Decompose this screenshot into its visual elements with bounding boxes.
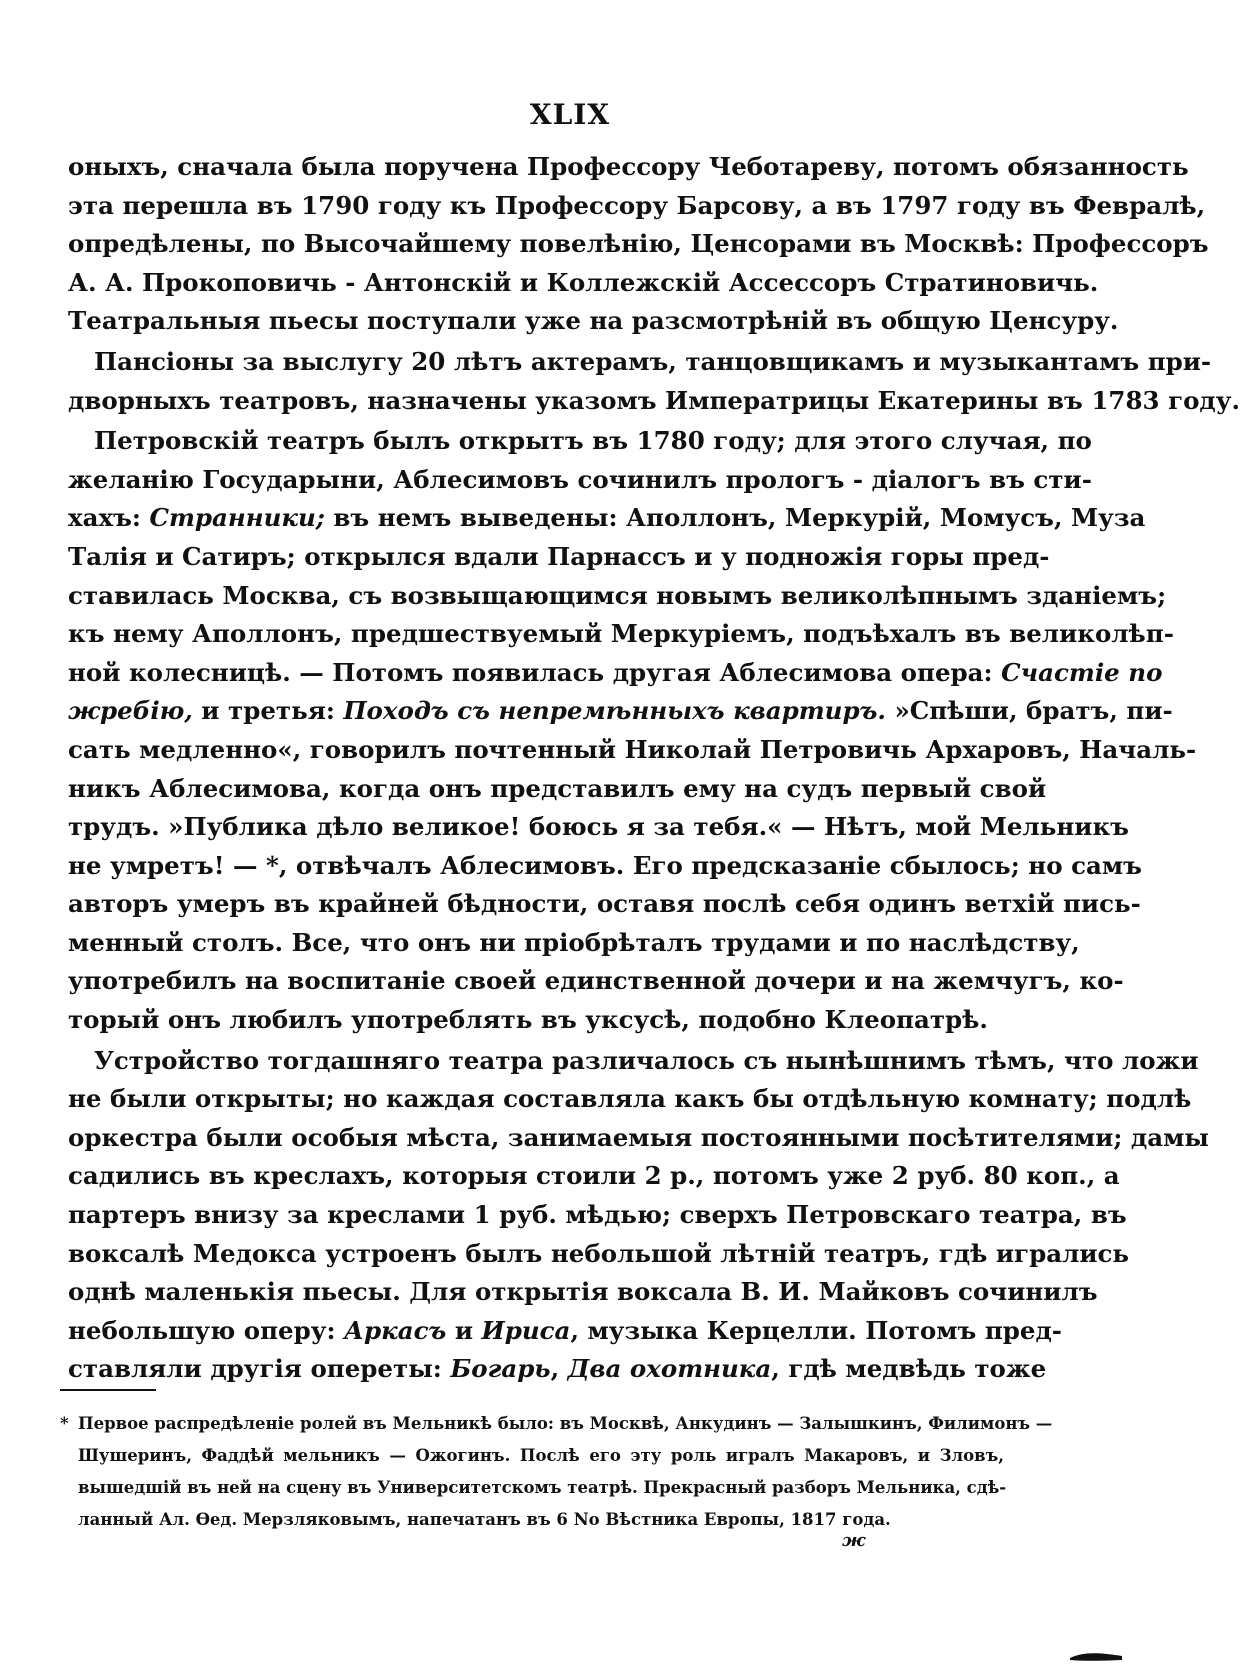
text-span: , гдѣ медвѣдь тоже: [771, 1354, 1047, 1384]
text-line: [68, 499, 1146, 538]
italic-title-pokhod: Походъ съ непремѣнныхъ квартиръ.: [343, 696, 886, 726]
footnote-line: ланный Ал. Ѳед. Мерзляковымъ, напечатанъ въ 6 No Вѣстника Европы, 1817 года.: [78, 1510, 891, 1529]
text-line: Устройство тогдашняго театра различалось съ нынѣшнимъ тѣмъ, что ложи: [94, 1045, 1199, 1075]
text-line: Пансіоны за выслугу 20 лѣтъ актерамъ, танцовщикамъ и музыкантамъ при-: [94, 346, 1212, 376]
text-line: сать медленно«, говорилъ почтенный Николай Петровичь Архаровъ, Началь-: [68, 734, 1197, 764]
text-line: партеръ внизу за креслами 1 руб. мѣдью; сверхъ Петровскаго театра, въ: [68, 1200, 1127, 1230]
text-span: , музыка Керцелли. Потомъ пред-: [570, 1315, 1062, 1345]
footnote-line: вышедшій въ ней на сцену въ Университетскомъ театрѣ. Прекрасный разборъ Мельника, сдѣ-: [78, 1478, 1007, 1497]
text-line: однѣ маленькія пьесы. Для открытія воксала В. И. Майковъ сочинилъ: [68, 1277, 1098, 1307]
italic-title-irisa: Ириса: [481, 1315, 571, 1345]
italic-title-schastie: Счастіе по: [1001, 657, 1163, 687]
text-span: ной колесницѣ. — Потомъ появилась другая Аблесимова опера:: [68, 657, 1002, 687]
signature-mark: ж: [842, 1530, 866, 1551]
italic-title-zhrebiyu: жребію,: [68, 696, 193, 726]
text-line: желанію Государыни, Аблесимовъ сочинилъ прологъ - діалогъ въ сти-: [68, 464, 1092, 494]
text-span: небольшую оперу:: [68, 1315, 345, 1345]
text-span: »Спѣши, братъ, пи-: [885, 696, 1173, 726]
text-line: ставилась Москва, съ возвыщающимся новымъ великолѣпнымъ зданіемъ;: [68, 580, 1167, 610]
italic-title-stranniki: Странники;: [149, 503, 325, 533]
page-number: XLIX: [529, 98, 611, 131]
text-line: не умретъ! — *, отвѣчалъ Аблесимовъ. Его предсказаніе сбылось; но самъ: [68, 850, 1142, 880]
text-line: Театральныя пьесы поступали уже на разсмотрѣній въ общую Ценсуру.: [68, 306, 1119, 336]
paragraph-2: [68, 343, 1240, 420]
text-line: торый онъ любилъ употреблять въ уксусѣ, подобно Клеопатрѣ.: [68, 1005, 988, 1035]
text-line: никъ Аблесимова, когда онъ представилъ ему на судъ первый свой: [68, 773, 1047, 803]
paragraph-1: [68, 148, 1209, 341]
text-line: трудъ. »Публика дѣло великое! боюсь я за тебя.« — Нѣтъ, мой Мельникъ: [68, 812, 1129, 842]
main-text: [68, 148, 1240, 1391]
text-line: садились въ креслахъ, которыя стоили 2 р., потомъ уже 2 руб. 80 коп., а: [68, 1161, 1120, 1191]
text-line: оныхъ, сначала была поручена Профессору Чеботареву, потомъ обязанность: [68, 152, 1189, 181]
footnote: [60, 1408, 1053, 1536]
paragraph-4: [68, 1042, 1209, 1389]
text-line: эта перешла въ 1790 году къ Профессору Барсову, а въ 1797 году въ Февралѣ,: [68, 190, 1206, 220]
italic-title-dva-okhotnika: Два охотника: [567, 1354, 772, 1384]
text-span: въ немъ выведены: Аполлонъ, Меркурій, Момусъ, Муза: [324, 503, 1146, 533]
text-line: оркестра были особыя мѣста, занимаемыя постоянными посѣтителями; дамы: [68, 1122, 1209, 1152]
text-span: Первое распредѣленіе ролей въ Мельникѣ было: въ Москвѣ, Анкудинъ — Залышкинъ, Филимонъ —: [78, 1414, 1053, 1433]
text-line: употребилъ на воспитаніе своей единственной дочери и на жемчугъ, ко-: [68, 966, 1124, 996]
text-line: Петровскій театръ былъ открытъ въ 1780 году; для этого случая, по: [94, 426, 1092, 456]
text-span: и третья:: [192, 696, 344, 726]
footnote-line: Шушеринъ, Фаддѣй мельникъ — Ожогинъ. Послѣ его эту роль игралъ Макаровъ, и Зловъ,: [78, 1446, 1004, 1465]
text-line: воксалѣ Медокса устроенъ былъ небольшой лѣтній театръ, гдѣ игрались: [68, 1238, 1130, 1268]
text-line: [68, 1312, 1062, 1351]
text-line: менный столъ. Все, что онъ ни пріобрѣталъ трудами и по наслѣдству,: [68, 927, 1080, 957]
paragraph-3: [68, 422, 1197, 1040]
text-line: Талія и Сатиръ; открылся вдали Парнассъ и у подножія горы пред-: [68, 541, 1050, 571]
text-line: не были открыты; но каждая составляла какъ бы отдѣльную комнату; подлѣ: [68, 1084, 1192, 1114]
text-line: [68, 692, 1173, 731]
text-span: ставляли другія оперeты:: [68, 1354, 451, 1384]
footnote-divider: [60, 1389, 156, 1391]
text-span: хахъ:: [68, 503, 150, 533]
text-line: къ нему Аполлонъ, предшествуемый Меркуріемъ, подъѣхалъ въ великолѣп-: [68, 619, 1174, 649]
text-line: [68, 1350, 1047, 1389]
text-line: [68, 654, 1163, 693]
text-span: и: [446, 1315, 482, 1345]
footnote-line: [60, 1408, 1053, 1440]
text-span: ,: [550, 1354, 568, 1384]
italic-title-arkas: Аркасъ: [344, 1315, 447, 1345]
ink-mark: [1068, 1650, 1124, 1662]
footnote-marker: *: [60, 1414, 69, 1433]
text-line: дворныхъ театровъ, назначены указомъ Императрицы Екатерины въ 1783 году.: [68, 385, 1240, 415]
italic-title-bogar: Богарь: [450, 1354, 551, 1384]
text-line: А. А. Прокоповичь - Антонскій и Коллежскій Ассессоръ Стратиновичь.: [68, 267, 1099, 297]
text-line: опредѣлены, по Высочайшему повелѣнію, Ценсорами въ Москвѣ: Профессоръ: [68, 229, 1209, 259]
text-line: авторъ умеръ въ крайней бѣдности, оставя послѣ себя одинъ ветхій пись-: [68, 889, 1141, 919]
